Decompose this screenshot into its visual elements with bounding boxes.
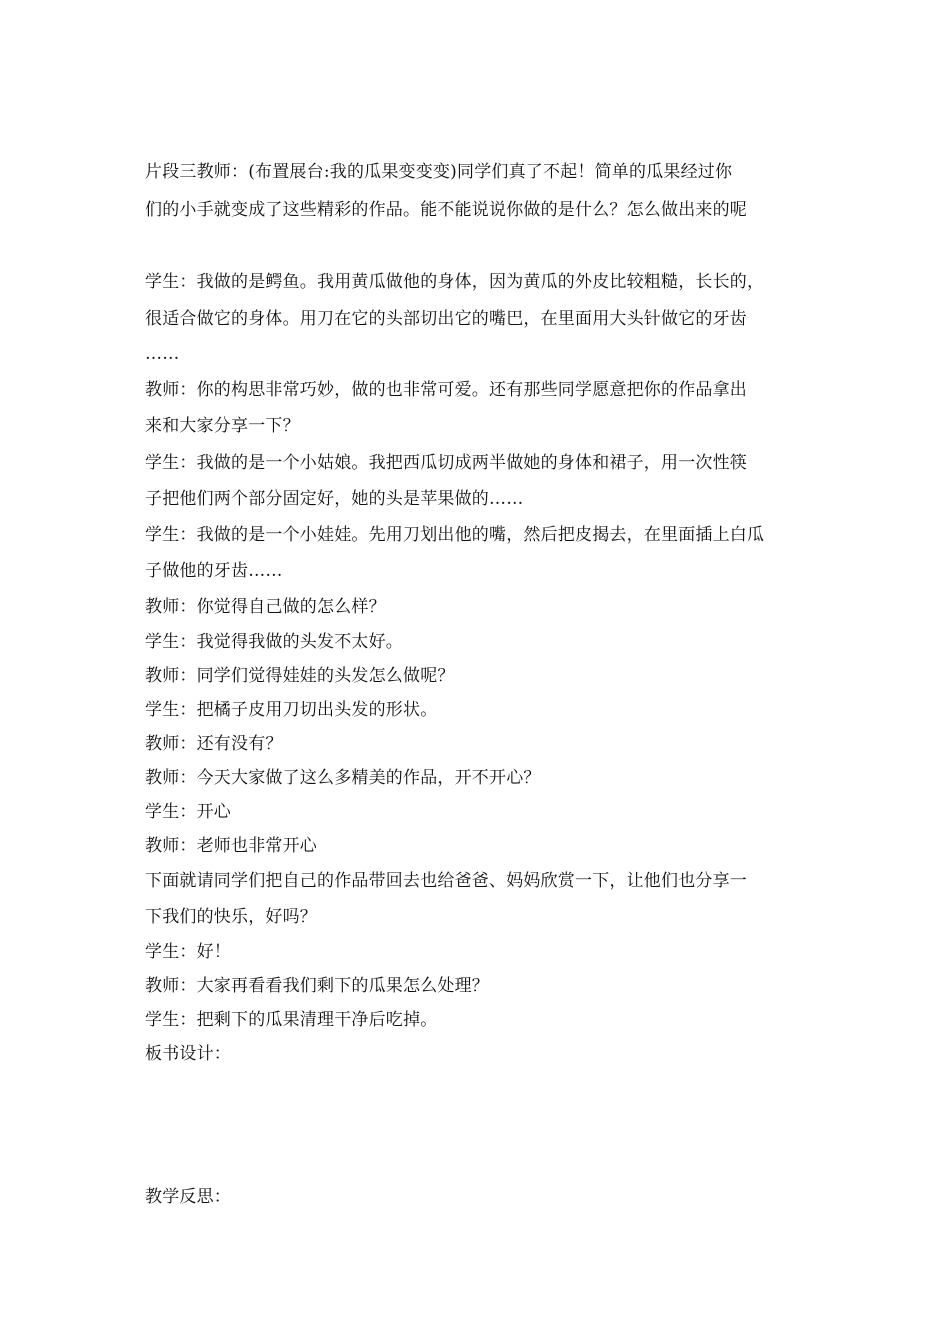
text-line: 下我们的快乐，好吗？: [145, 907, 317, 927]
text-line: 教师：你觉得自己做的怎么样？: [145, 597, 386, 617]
text-line: 学生：好！: [145, 942, 231, 962]
text-line: 学生：我觉得我做的头发不太好。: [145, 632, 403, 652]
text-line: 下面就请同学们把自己的作品带回去也给爸爸、妈妈欣赏一下，让他们也分享一: [145, 871, 747, 891]
text-line: 学生：把剩下的瓜果清理干净后吃掉。: [145, 1010, 438, 1030]
text-line: 教学反思：: [145, 1187, 231, 1207]
text-line: 子做他的牙齿……: [145, 561, 283, 581]
text-line: 子把他们两个部分固定好，她的头是苹果做的……: [145, 489, 524, 509]
text-line: 学生：把橘子皮用刀切出头发的形状。: [145, 700, 438, 720]
text-line: 教师：今天大家做了这么多精美的作品，开不开心？: [145, 768, 541, 788]
text-line: 教师：你的构思非常巧妙，做的也非常可爱。还有那些同学愿意把你的作品拿出: [145, 380, 747, 400]
text-line: 学生：我做的是一个小姑娘。我把西瓜切成两半做她的身体和裙子，用一次性筷: [145, 453, 747, 473]
text-line: 教师：老师也非常开心: [145, 836, 317, 856]
text-line: 教师：还有没有？: [145, 734, 283, 754]
text-line: 教师：大家再看看我们剩下的瓜果怎么处理？: [145, 976, 489, 996]
text-line: 板书设计：: [145, 1044, 231, 1064]
text-line: 来和大家分享一下？: [145, 416, 300, 436]
text-line: 片段三教师：(布置展台:我的瓜果变变变)同学们真了不起！简单的瓜果经过你: [145, 162, 733, 182]
text-line: 很适合做它的身体。用刀在它的头部切出它的嘴巴，在里面用大头针做它的牙齿: [145, 309, 747, 329]
text-line: ……: [145, 344, 180, 364]
text-line: 学生：开心: [145, 802, 231, 822]
text-line: 教师：同学们觉得娃娃的头发怎么做呢？: [145, 666, 455, 686]
text-line: 学生：我做的是一个小娃娃。先用刀划出他的嘴，然后把皮揭去，在里面插上白瓜: [145, 525, 765, 545]
text-line: 们的小手就变成了这些精彩的作品。能不能说说你做的是什么？怎么做出来的呢: [145, 200, 747, 220]
text-line: 学生：我做的是鳄鱼。我用黄瓜做他的身体，因为黄瓜的外皮比较粗糙，长长的，: [145, 272, 765, 292]
